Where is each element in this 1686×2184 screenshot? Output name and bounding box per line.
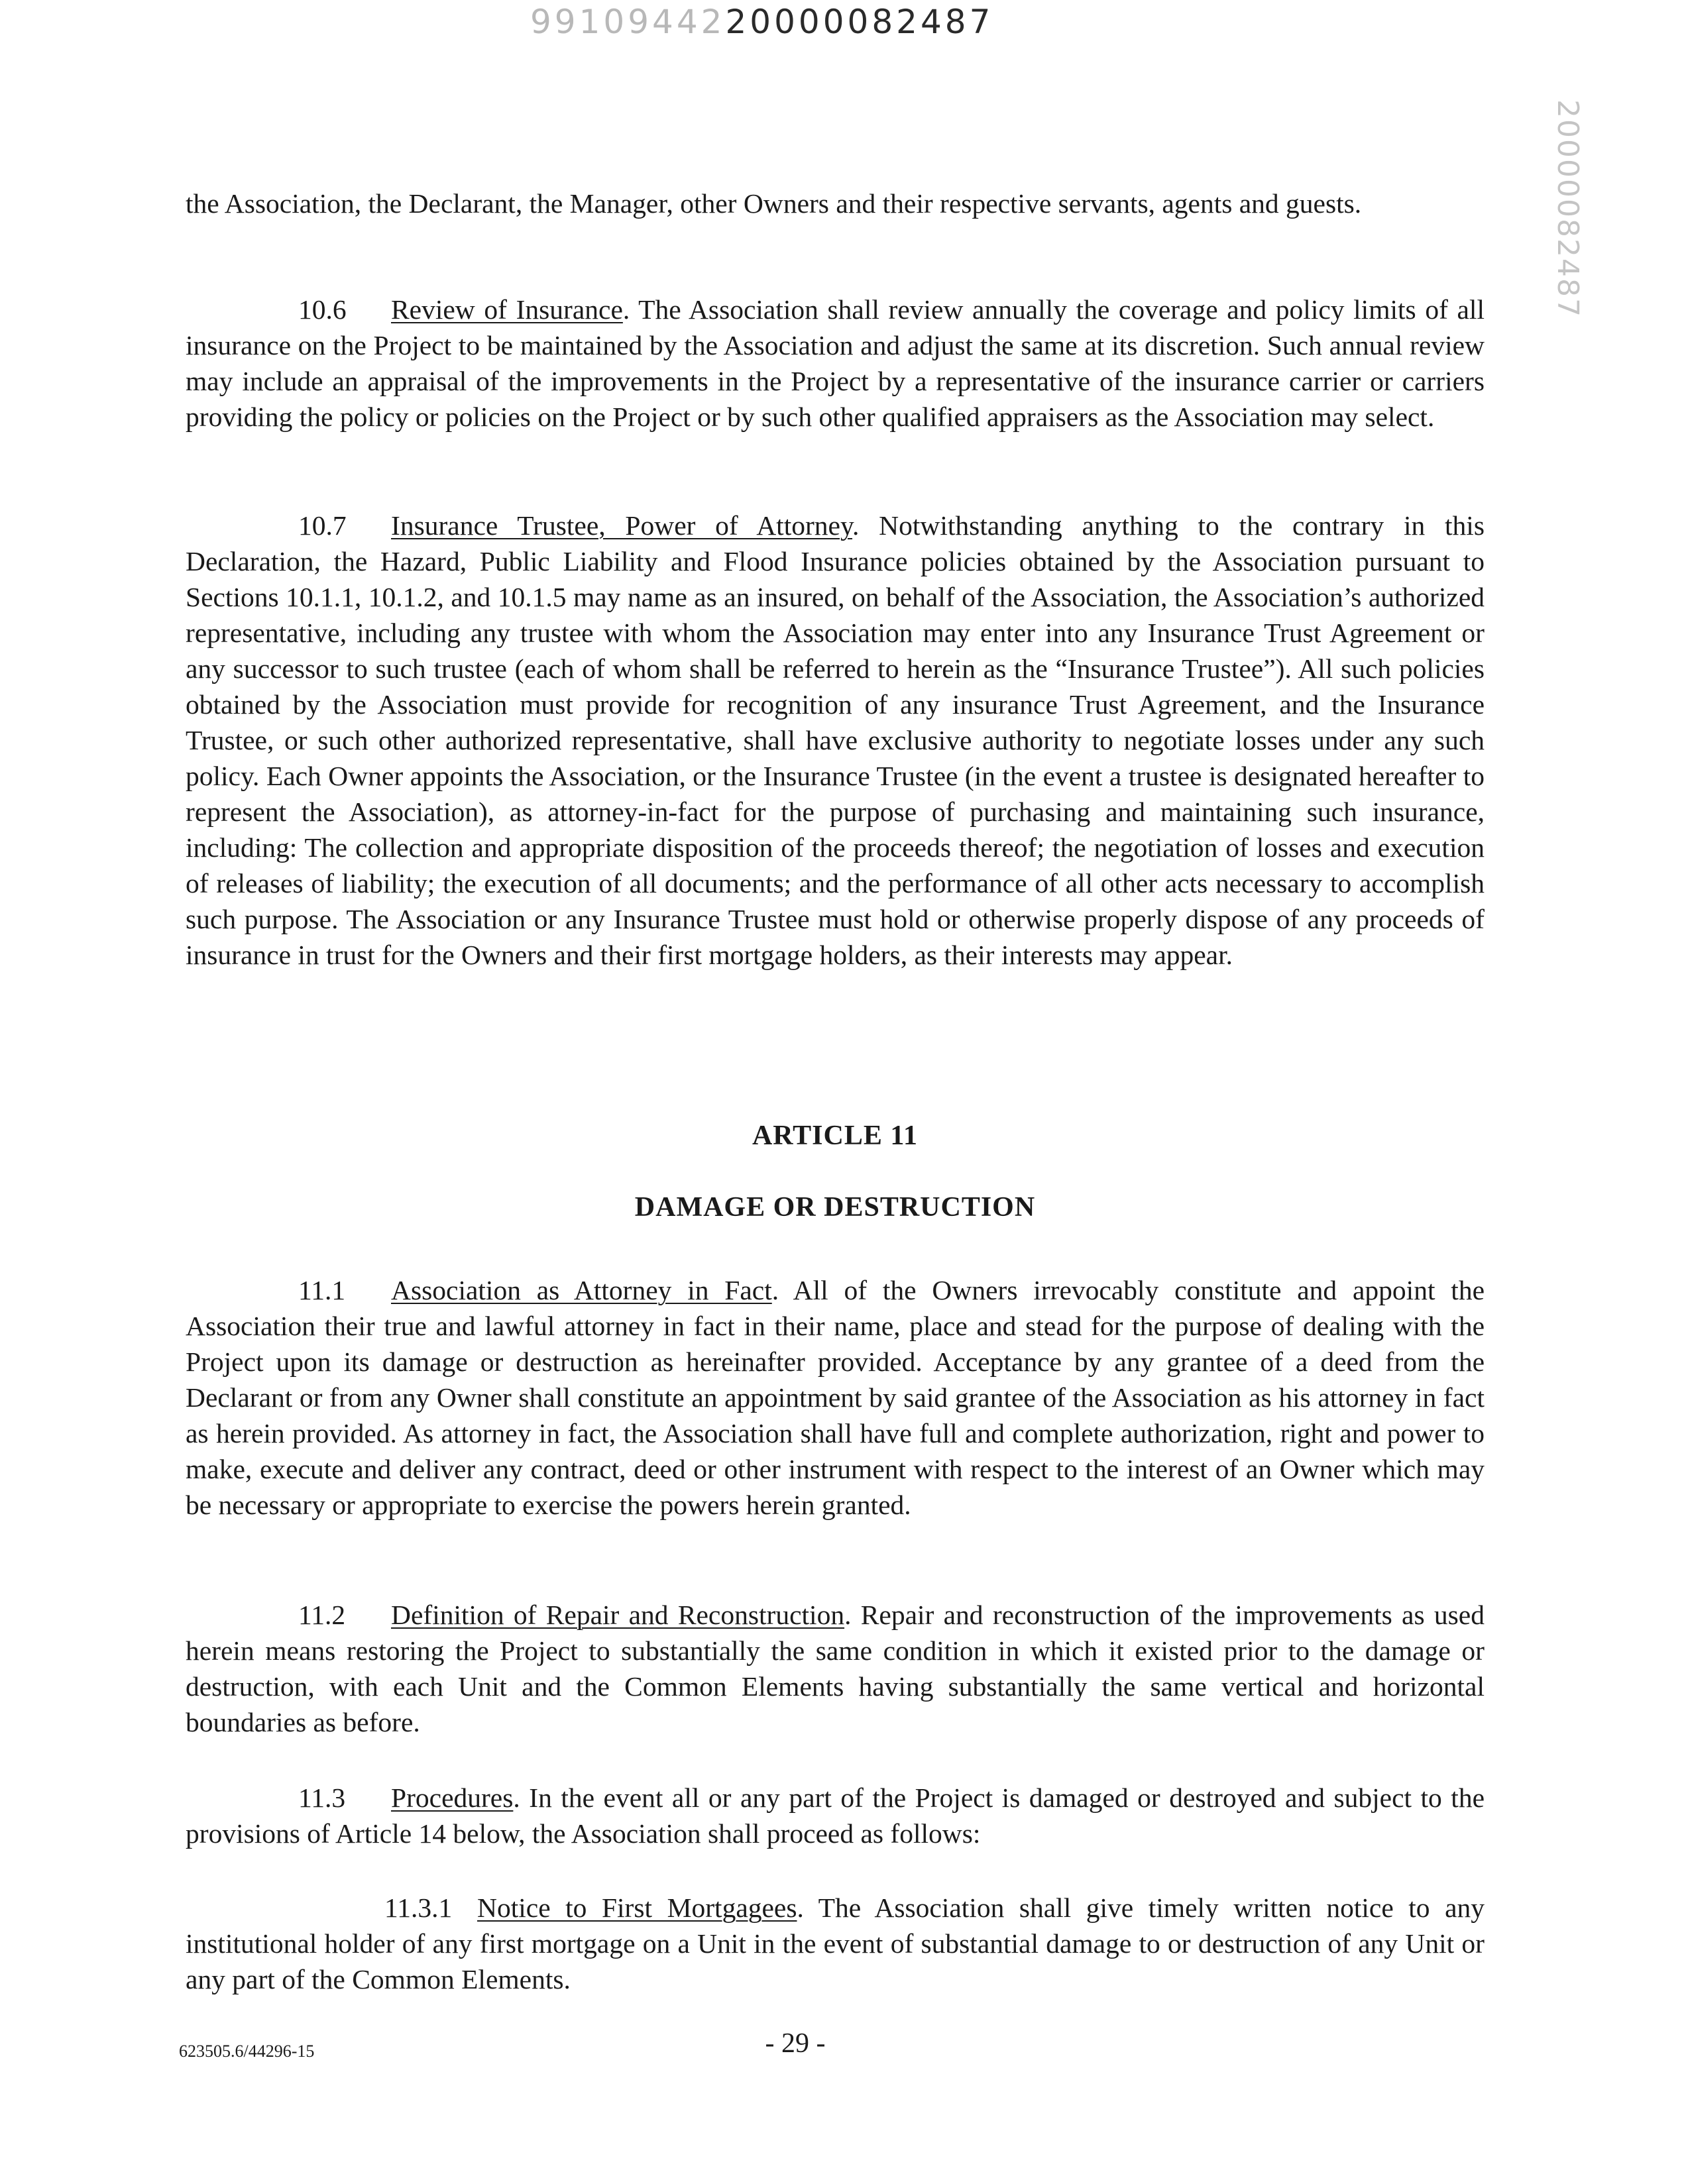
article-label: ARTICLE 11 xyxy=(752,1120,919,1151)
section-body: . The Association shall review annually the coverage and policy limits of all insurance on the Project to be maintained by the Association and adjust the same at its discretion. Such annual review may include an appraisal of the improvements in the Project by a representative of the insurance carrier or carriers providing the policy or policies on the Project or by such other qualified appraisers as the Association may select. xyxy=(186,294,1485,432)
section-title: Association as Attorney in Fact xyxy=(391,1275,772,1305)
article-title: DAMAGE OR DESTRUCTION xyxy=(634,1192,1036,1223)
section-body: . In the event all or any part of the Project is damaged or destroyed and subject to the provisions of Article 14 below, the Association shall proceed as follows: xyxy=(186,1782,1485,1849)
section-title: Notice to First Mortgagees xyxy=(477,1892,797,1923)
section-11-3 xyxy=(186,1780,1485,1851)
section-number: 11.3 xyxy=(298,1782,346,1813)
recording-stamp-prefix: 99109442 xyxy=(530,3,726,41)
page-number: - 29 - xyxy=(765,2028,826,2059)
side-recording-number-text: 20000082487 xyxy=(1551,99,1585,318)
section-11-2 xyxy=(186,1597,1485,1740)
section-body: . Notwithstanding anything to the contrary in this Declaration, the Hazard, Public Liability and Flood Insurance policies obtained by the Association pursuant to Sections 10.1.1, 10.1.2, and 10.1.5 may name as an insured, on behalf of the Association, the Association’s authorized representative, including any trustee with whom the Association may enter into any Insurance Trust Agreement or any successor to such trustee (each of whom shall be referred to herein as the “Insurance Trustee”). All such policies obtained by the Association must provide for recognition of any insurance Trust Agreement, and the Insurance Trustee, or such other authorized representative, shall have exclusive authority to negotiate losses under any such policy. Each Owner appoints the Association, or the Insurance Trustee (in the event a trustee is designated hereafter to represent the Association), as attorney-in-fact for the purpose of purchasing and maintaining such insurance, including: The collection and appropriate disposition of the proceeds thereof; the negotiation of losses and execution of releases of liability; the execution of all documents; and the performance of all other acts necessary to accomplish such purpose. The Association or any Insurance Trustee must hold or otherwise properly dispose of any proceeds of insurance in trust for the Owners and their first mortgage holders, as their interests may appear. xyxy=(186,510,1485,970)
section-10-6 xyxy=(186,292,1485,435)
section-body: . All of the Owners irrevocably constitute and appoint the Association their true and lawful attorney in fact in their name, place and stead for the purpose of dealing with the Project upon its damage or destruction as hereinafter provided. Acceptance by any grantee of a deed from the Declarant or from any Owner shall constitute an appointment by said grantee of the Association as his attorney in fact as herein provided. As attorney in fact, the Association shall have full and complete authorization, right and power to make, execute and deliver any contract, deed or other instrument with respect to the interest of an Owner which may be necessary or appropriate to exercise the powers herein granted. xyxy=(186,1275,1485,1520)
side-recording-number xyxy=(1544,99,1591,318)
section-11-1 xyxy=(186,1272,1485,1523)
section-title: Insurance Trustee, Power of Attorney xyxy=(391,510,853,541)
section-body: . Repair and reconstruction of the improvements as used herein means restoring the Project to substantially the same condition in which it existed prior to the damage or destruction, with each Unit and the Common Elements having substantially the same vertical and horizontal boundaries as before. xyxy=(186,1600,1485,1737)
section-number: 11.1 xyxy=(298,1275,346,1305)
section-body: . The Association shall give timely written notice to any institutional holder of any first mortgage on a Unit in the event of substantial damage to or destruction of any Unit or any part of the Common Elements. xyxy=(186,1892,1485,1994)
section-title: Review of Insurance xyxy=(391,294,623,325)
section-title: Procedures xyxy=(391,1782,514,1813)
section-number: 10.6 xyxy=(298,294,347,325)
section-number: 11.3.1 xyxy=(384,1892,453,1923)
section-number: 10.7 xyxy=(298,510,347,541)
recording-stamp-number: 20000082487 xyxy=(725,3,994,41)
section-number: 11.2 xyxy=(298,1600,346,1630)
continuation-text: the Association, the Declarant, the Manager, other Owners and their respective servants, agents and guests. xyxy=(186,188,1362,219)
recording-stamp xyxy=(530,3,993,41)
document-id: 623505.6/44296-15 xyxy=(179,2042,315,2061)
continuation-paragraph xyxy=(186,186,1485,221)
section-title: Definition of Repair and Reconstruction xyxy=(391,1600,845,1630)
section-11-3-1 xyxy=(186,1890,1485,1997)
section-10-7 xyxy=(186,508,1485,973)
